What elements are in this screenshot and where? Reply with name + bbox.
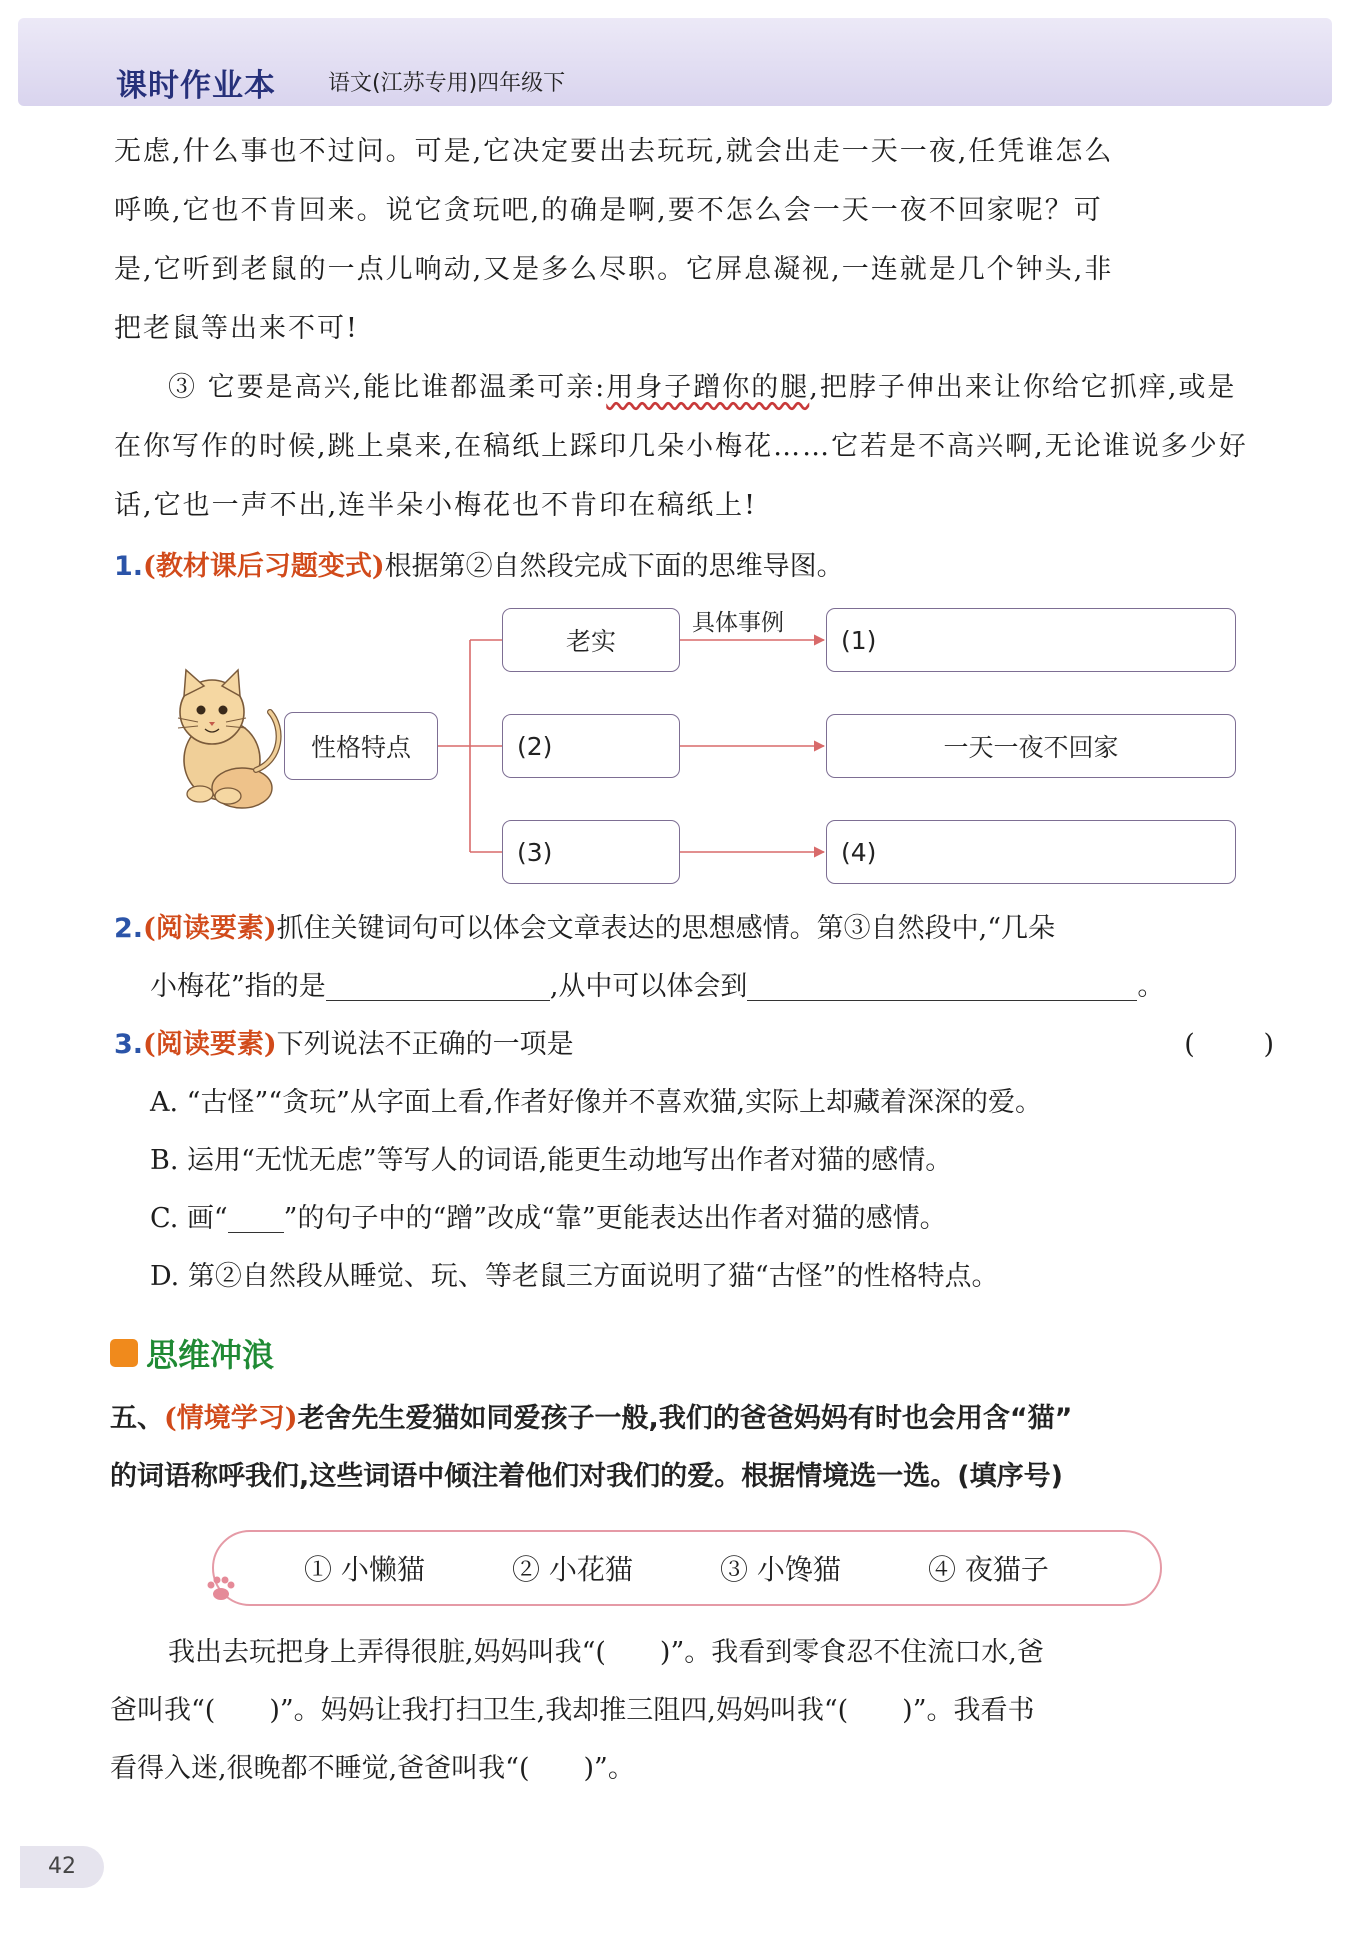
choice-2: ② 小花猫	[512, 1553, 633, 1586]
question-tag: (教材课后习题变式)	[143, 551, 385, 582]
story-line: 我出去玩把身上弄得很脏,妈妈叫我“( )”。我看到零食忍不住流口水,爸	[168, 1637, 1044, 1668]
choice-box	[212, 1530, 1162, 1606]
mindmap-trait-1: 老实	[502, 608, 680, 672]
question-text: 根据第②自然段完成下面的思维导图。	[384, 551, 844, 582]
answer-blank-1[interactable]	[326, 966, 550, 1001]
choice-4: ④ 夜猫子	[928, 1553, 1049, 1586]
question-text: 下列说法不正确的一项是	[276, 1029, 574, 1060]
passage-line: 把老鼠等出来不可!	[114, 313, 359, 344]
question-text: 的词语称呼我们,这些词语中倾注着他们对我们的爱。根据情境选一选。(填序号)	[110, 1461, 1063, 1492]
question-tag: (阅读要素)	[143, 913, 277, 944]
story-line: 爸叫我“( )”。妈妈让我打扫卫生,我却推三阻四,妈妈叫我“( )”。我看书	[110, 1695, 1035, 1726]
question-tag: (情境学习)	[164, 1403, 298, 1434]
book-subtitle: 语文(江苏专用)四年级下	[328, 71, 566, 96]
question-number: 五、	[110, 1403, 164, 1434]
mindmap-trait-3-blank[interactable]: (3)	[502, 820, 680, 884]
answer-paren[interactable]: ( )	[1184, 1029, 1274, 1060]
option-c-text: C. 画“	[150, 1203, 228, 1234]
question-number: 3.	[114, 1029, 144, 1060]
answer-blank-2[interactable]	[747, 966, 1137, 1001]
wave-icon	[110, 1339, 138, 1367]
option-c	[114, 1190, 1274, 1248]
passage-text: ,把脖子伸出来让你给它抓痒,或是在你写作的时候,跳上桌来,在稿纸上踩印几朵小梅花……它若是不高兴啊,无论谁说多少好话,它也一声不出,连半朵小梅花也不肯印在稿纸上!	[114, 372, 1248, 521]
page-number: 42	[20, 1846, 104, 1888]
section-title-text: 思维冲浪	[146, 1336, 275, 1374]
question-text: 。	[1137, 971, 1165, 1002]
question-text: 抓住关键词句可以体会文章表达的思想感情。第③自然段中,“几朵	[276, 913, 1055, 944]
passage-text: ③ 它要是高兴,能比谁都温柔可亲:	[168, 372, 607, 403]
option-d: D. 第②自然段从睡觉、玩、等老鼠三方面说明了猫“古怪”的性格特点。	[150, 1261, 999, 1292]
choice-3: ③ 小馋猫	[720, 1553, 841, 1586]
cat-illustration	[178, 670, 279, 808]
passage-line: 无虑,什么事也不过问。可是,它决定要出去玩玩,就会出走一天一夜,任凭谁怎么	[114, 136, 1114, 167]
question-number: 1.	[114, 551, 144, 582]
option-a: A. “古怪”“贪玩”从字面上看,作者好像并不喜欢猫,实际上却藏着深深的爱。	[150, 1087, 1043, 1118]
book-title: 课时作业本	[116, 68, 276, 104]
mindmap-trait-2-blank[interactable]: (2)	[502, 714, 680, 778]
mindmap-example-4-blank[interactable]: (4)	[826, 820, 1236, 884]
story-text	[110, 1624, 1270, 1798]
passage-line: 是,它听到老鼠的一点儿响动,又是多么尽职。它屏息凝视,一连就是几个钟头,非	[114, 254, 1114, 285]
question-text: ,从中可以体会到	[549, 971, 748, 1002]
choice-1: ① 小懒猫	[304, 1553, 425, 1586]
option-b: B. 运用“无忧无虑”等写人的词语,能更生动地写出作者对猫的感情。	[150, 1145, 953, 1176]
mindmap-example-2: 一天一夜不回家	[826, 714, 1236, 778]
paw-icon	[204, 1574, 238, 1604]
option-c-text: ”的句子中的“蹭”改成“靠”更能表达出作者对猫的感情。	[283, 1203, 947, 1234]
question-text: 小梅花”指的是	[150, 971, 326, 1002]
mindmap-example-1-blank[interactable]: (1)	[826, 608, 1236, 672]
question-text: 老舍先生爱猫如同爱孩子一般,我们的爸爸妈妈有时也会用含“猫”	[297, 1403, 1073, 1434]
question-3	[114, 1016, 1274, 1306]
question-2	[114, 900, 1274, 1016]
question-5	[110, 1390, 1270, 1506]
underlined-sentence: 用身子蹭你的腿	[606, 372, 810, 403]
option-c-underline-sample	[228, 1198, 284, 1233]
mindmap-root-node: 性格特点	[284, 712, 438, 780]
question-number: 2.	[114, 913, 144, 944]
passage-line: 呼唤,它也不肯回来。说它贪玩吧,的确是啊,要不怎么会一天一夜不回家呢？可	[114, 195, 1103, 226]
section-title	[110, 1330, 274, 1376]
question-tag: (阅读要素)	[143, 1029, 277, 1060]
story-line: 看得入迷,很晚都不睡觉,爸爸叫我“( )”。	[110, 1753, 635, 1784]
mindmap-example-label: 具体事例	[692, 610, 784, 636]
